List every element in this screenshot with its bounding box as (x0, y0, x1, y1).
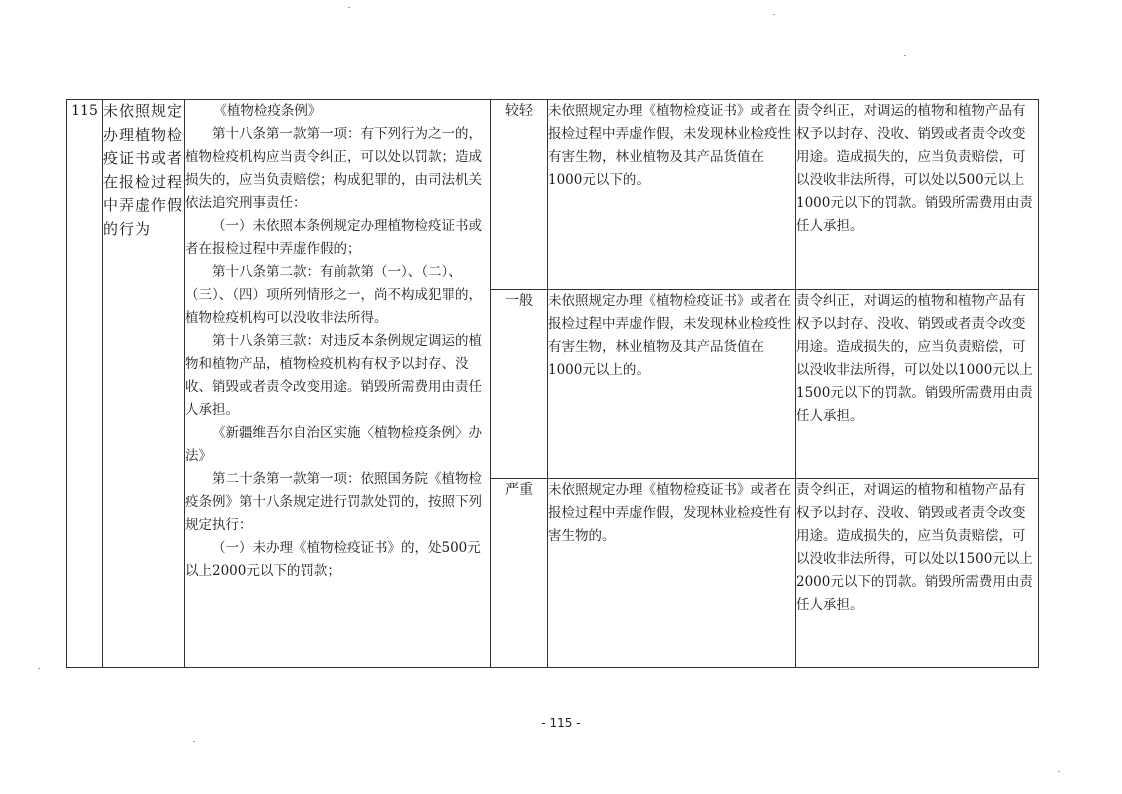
penalty-text: 责令纠正，对调运的植物和植物产品有权予以封存、没收、销毁或者责令改变用途。造成损失的，应当负责赔偿，可以没收非法所得，可以处以1500元以上2000元以下的罚款。销毁所需费用由责任人承担。 (796, 482, 1033, 613)
penalty-minor (796, 100, 1039, 290)
scan-speck (1058, 771, 1060, 772)
penalty-text: 责令纠正，对调运的植物和植物产品有权予以封存、没收、销毁或者责令改变用途。造成损失的，应当负责赔偿，可以没收非法所得，可以处以500元以上1000元以下的罚款。销毁所需费用由责任人承担。 (796, 103, 1033, 234)
basis-paragraph: （一）未办理《植物检疫证书》的，处500元以上2000元以下的罚款； (185, 540, 481, 579)
legal-basis (185, 100, 491, 668)
circumstance-serious (548, 479, 796, 668)
basis-paragraph: 第十八条第一款第一项：有下列行为之一的，植物检疫机构应当责令纠正，可以处以罚款；造成损失的，应当负责赔偿；构成犯罪的，由司法机关依法追究刑事责任： (185, 126, 482, 211)
level-label-general: 一般 (491, 290, 548, 479)
circumstance-minor (548, 100, 796, 290)
table-row (67, 100, 1039, 290)
level-label-serious: 严重 (491, 479, 548, 668)
basis-paragraph: 第十八条第二款：有前款第（一）、（二）、（三）、（四）项所列情形之一，尚不构成犯罪的，植物检疫机构可以没收非法所得。 (185, 264, 482, 326)
scan-speck (773, 14, 775, 15)
penalty-text: 责令纠正，对调运的植物和植物产品有权予以封存、没收、销毁或者责令改变用途。造成损失的，应当负责赔偿，可以没收非法所得，可以处以1000元以上1500元以下的罚款。销毁所需费用由责任人承担。 (796, 293, 1033, 424)
scan-speck (348, 7, 350, 8)
level-label-minor: 较轻 (491, 100, 548, 290)
item-number: 115 (67, 100, 103, 668)
basis-paragraph: 《新疆维吾尔自治区实施〈植物检疫条例〉办法》 (185, 425, 482, 464)
scan-speck (38, 668, 40, 669)
penalty-general (796, 290, 1039, 479)
basis-paragraph: 第十八条第三款：对违反本条例规定调运的植物和植物产品，植物检疫机构有权予以封存、没收、销毁或者责令改变用途。销毁所需费用由责任人承担。 (185, 333, 482, 418)
scan-speck (193, 741, 195, 742)
basis-paragraph: 第二十条第一款第一项：依照国务院《植物检疫条例》第十八条规定进行罚款处罚的，按照下列规定执行： (185, 471, 482, 533)
scan-speck (904, 55, 906, 56)
circumstance-general (548, 290, 796, 479)
penalty-table (66, 99, 1039, 668)
circumstance-text: 未依照规定办理《植物检疫证书》或者在报检过程中弄虚作假，未发现林业检疫性有害生物，林业植物及其产品货值在1000元以下的。 (548, 103, 791, 188)
circumstance-text: 未依照规定办理《植物检疫证书》或者在报检过程中弄虚作假，发现林业检疫性有害生物的。 (548, 482, 791, 544)
penalty-serious (796, 479, 1039, 668)
circumstance-text: 未依照规定办理《植物检疫证书》或者在报检过程中弄虚作假，未发现林业检疫性有害生物，林业植物及其产品货值在1000元以上的。 (548, 293, 791, 378)
basis-paragraph: （一）未依照本条例规定办理植物检疫证书或者在报检过程中弄虚作假的； (185, 218, 482, 257)
page-number: - 115 - (541, 716, 581, 730)
basis-paragraph: 《植物检疫条例》 (213, 103, 322, 119)
violation-description: 未依照规定办理植物检疫证书或者在报检过程中弄虚作假的行为 (103, 100, 185, 668)
